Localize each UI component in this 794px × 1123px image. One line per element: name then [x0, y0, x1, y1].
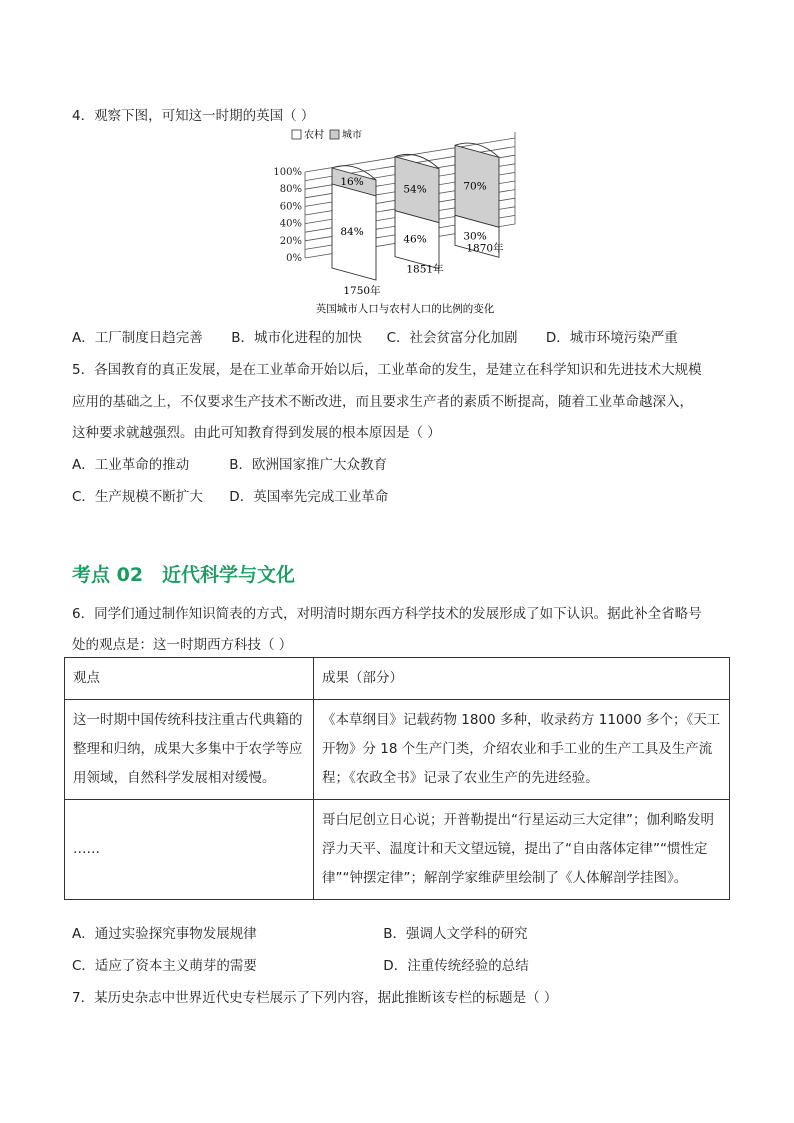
legend-urban-label: 城市	[342, 130, 362, 141]
q4-option-a[interactable]: A．工厂制度日趋完善	[72, 330, 203, 346]
legend-rural-label: 农村	[304, 130, 324, 141]
chart-legend	[292, 128, 362, 141]
bar-rural-label: 30%	[463, 230, 487, 243]
q6-options-row-2	[72, 954, 529, 974]
q6-option-a[interactable]: A．通过实验探究事物发展规律	[72, 926, 257, 942]
bar-2	[395, 154, 444, 275]
q5-line-2: 应用的基础之上，不仅要求生产技术不断改进，而且要求生产者的素质不断提高，随着工业革命越深入，	[72, 394, 693, 410]
table-row	[65, 800, 730, 900]
table-header-view: 观点	[65, 658, 314, 700]
legend-urban-swatch	[330, 130, 339, 139]
q4-options	[72, 326, 678, 346]
table-cell-result-2: 哥白尼创立日心说；开普勒提出“行星运动三大定律”；伽利略发明浮力天平、温度计和天文望远镜，提出了“自由落体定律”“惯性定律”“钟摆定律”；解剖学家维萨里绘制了《人体解剖学挂图》。	[314, 800, 730, 900]
q7-stem: 7．某历史杂志中世界近代史专栏展示了下列内容，据此推断该专栏的标题是（ ）	[72, 990, 558, 1006]
q5-option-a[interactable]: A．工业革命的推动	[72, 457, 190, 473]
y-tick-label: 0%	[286, 253, 302, 264]
table-cell-result-1: 《本草纲目》记载药物 1800 多种，收录药方 11000 多个；《天工开物》分 18 个生产门类，介绍农业和手工业的生产工具及生产流程；《农政全书》记录了农业生产的先进经验。	[314, 700, 730, 800]
bar-3	[455, 143, 504, 257]
q6-option-c[interactable]: C．适应了资本主义萌芽的需要	[72, 958, 257, 974]
bar-urban-label: 54%	[403, 183, 427, 196]
q6-table	[64, 657, 730, 900]
table-header-result: 成果（部分）	[314, 658, 730, 700]
q5-option-b[interactable]: B．欧洲国家推广大众教育	[229, 457, 388, 473]
y-tick-label: 20%	[279, 235, 302, 247]
table-cell-view-2: ……	[65, 800, 314, 900]
table-cell-view-1: 这一时期中国传统科技注重古代典籍的整理和归纳，成果大多集中于农学等应用领域，自然科学发展相对缓慢。	[65, 700, 314, 800]
chart-title: 英国城市人口与农村人口的比例的变化	[315, 303, 495, 315]
q6-options-row-1	[72, 922, 528, 942]
q6-line-2: 处的观点是：这一时期西方科技（ ）	[72, 637, 293, 653]
q6-line-1: 6．同学们通过制作知识简表的方式，对明清时期东西方科学技术的发展形成了如下认识。据此补全省略号	[72, 606, 702, 622]
q6-option-d[interactable]: D．注重传统经验的总结	[383, 958, 529, 974]
q4-stem: 4．观察下图，可知这一时期的英国（ ）	[72, 108, 315, 124]
category-label: 1870年	[466, 242, 504, 255]
legend-rural-swatch	[292, 130, 301, 139]
q5-option-c[interactable]: C．生产规模不断扩大	[72, 489, 203, 505]
q6-option-b[interactable]: B．强调人文学科的研究	[383, 926, 528, 942]
q5-line-3: 这种要求就越强烈。由此可知教育得到发展的根本原因是（ ）	[72, 425, 441, 441]
bar-1	[332, 166, 381, 297]
y-tick-label: 40%	[279, 218, 302, 230]
q5-options-row-2	[72, 485, 388, 505]
bar-urban-label: 16%	[340, 176, 364, 188]
bar-urban-label: 70%	[463, 180, 487, 193]
q5-options-row-1	[72, 453, 387, 473]
table-row	[65, 700, 730, 800]
q4-option-c[interactable]: C．社会贫富分化加剧	[386, 330, 518, 346]
section-title: 考点 02 近代科学与文化	[72, 564, 296, 586]
q5-line-1: 5．各国教育的真正发展，是在工业革命开始以后，工业革命的发生，是建立在科学知识和先进技术大规模	[72, 362, 702, 378]
y-tick-label: 80%	[279, 184, 302, 196]
y-axis-ticks	[273, 167, 302, 264]
category-label: 1750年	[343, 285, 381, 297]
q4-option-b[interactable]: B．城市化进程的加快	[231, 330, 363, 346]
q4-option-d[interactable]: D．城市环境污染严重	[545, 330, 678, 346]
y-tick-label: 60%	[279, 201, 302, 213]
q5-option-d[interactable]: D．英国率先完成工业革命	[229, 489, 389, 505]
bar-rural-label: 84%	[340, 226, 364, 238]
population-chart	[260, 126, 550, 318]
bar-rural-label: 46%	[403, 233, 427, 246]
category-label: 1851年	[406, 263, 444, 276]
chart-bars	[332, 143, 504, 297]
table-header-row	[65, 658, 730, 700]
y-tick-label: 100%	[273, 167, 302, 178]
